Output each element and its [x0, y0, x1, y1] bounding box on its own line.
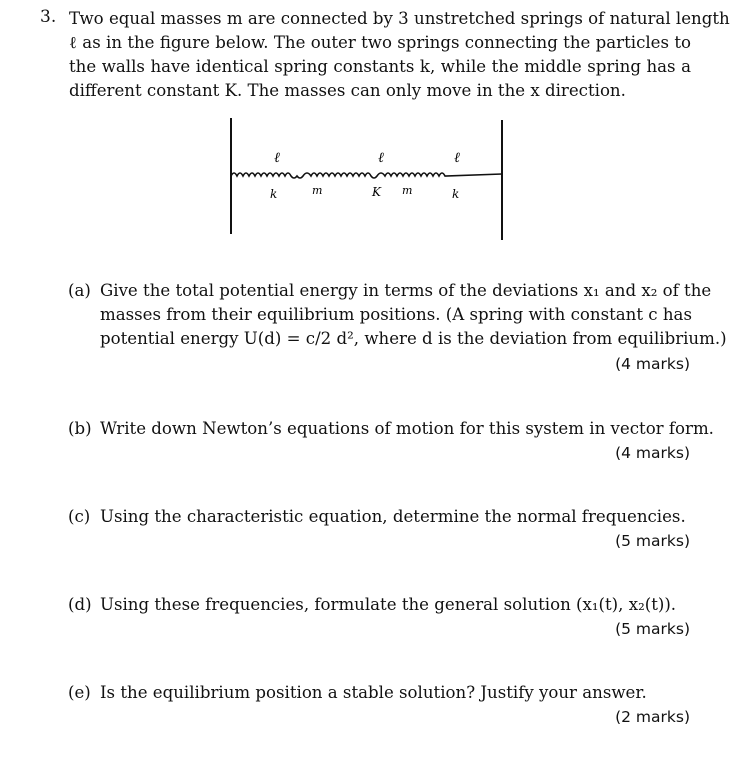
spring-length-label: ℓ	[454, 150, 460, 166]
part-label: (b)	[68, 419, 92, 438]
part-text-line: Is the equilibrium position a stable solution? Justify your answer.	[100, 683, 647, 702]
part-b	[68, 417, 714, 462]
spring-constant-label: k	[452, 187, 460, 201]
part-text-line: potential energy U(d) = c/2 d², where d is the deviation from equilibrium.)	[100, 329, 727, 348]
intro-line: ℓ as in the figure below. The outer two springs connecting the particles to	[69, 33, 691, 52]
marks-label: (4 marks)	[615, 444, 690, 462]
intro-line: the walls have identical spring constants k, while the middle spring has a	[69, 57, 691, 76]
spring-constant-label: k	[270, 187, 278, 201]
part-text-line: Write down Newton’s equations of motion for this system in vector form.	[100, 419, 714, 438]
part-label: (c)	[68, 507, 91, 526]
spring-length-label: ℓ	[378, 150, 384, 166]
marks-label: (5 marks)	[615, 532, 690, 550]
part-c	[68, 505, 690, 550]
intro-line: Two equal masses m are connected by 3 unstretched springs of natural length	[69, 9, 730, 28]
question-number: 3.	[40, 7, 57, 27]
mass-label: m	[402, 184, 413, 197]
question-intro	[69, 7, 730, 103]
spring-chain	[231, 173, 502, 178]
mass-label: m	[312, 184, 323, 197]
marks-label: (5 marks)	[615, 620, 690, 638]
part-label: (e)	[68, 683, 91, 702]
marks-label: (4 marks)	[615, 355, 690, 373]
part-d	[68, 593, 690, 638]
spring-constant-label: K	[372, 185, 381, 199]
part-text-line: Using the characteristic equation, determine the normal frequencies.	[100, 507, 686, 526]
part-text-line: Using these frequencies, formulate the general solution (x₁(t), x₂(t)).	[100, 595, 677, 614]
part-label: (d)	[68, 595, 92, 614]
spring-length-label: ℓ	[274, 150, 280, 166]
part-text-line: masses from their equilibrium positions. (A spring with constant c has	[100, 305, 692, 324]
spring-mass-diagram	[226, 116, 506, 242]
intro-line: different constant K. The masses can only move in the x direction.	[69, 81, 626, 100]
spring-mass-figure	[226, 116, 506, 242]
part-label: (a)	[68, 281, 91, 300]
part-a	[68, 279, 727, 373]
part-e	[68, 681, 690, 726]
marks-label: (2 marks)	[615, 708, 690, 726]
part-text-line: Give the total potential energy in terms of the deviations x₁ and x₂ of the	[100, 281, 712, 300]
